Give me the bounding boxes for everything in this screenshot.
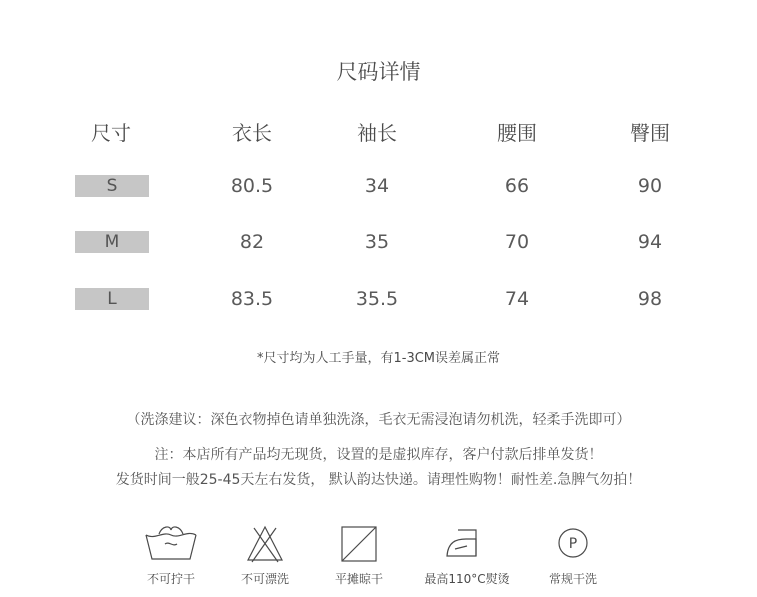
- care-label-no-bleach: 不可漂洗: [240, 572, 289, 586]
- care-no-wring: [126, 524, 216, 587]
- page-title: 尺码详情: [336, 60, 421, 84]
- care-label-dry-flat: 平摊晾干: [334, 572, 383, 586]
- cell-length-l: 83.5: [230, 288, 274, 310]
- cell-sleeve-m: 35: [364, 231, 390, 253]
- cell-waist-m: 70: [504, 231, 530, 253]
- no-bleach-icon: [245, 524, 285, 564]
- care-iron: [422, 524, 512, 587]
- header-hip: 臀围: [630, 121, 670, 145]
- measure-note: *尺寸均为人工手量，有1-3CM误差属正常: [256, 351, 501, 366]
- wash-advice: （洗涤建议：深色衣物掉色请单独洗涤，毛衣无需浸泡请勿机洗，轻柔手洗即可）: [126, 412, 631, 428]
- cell-waist-s: 66: [504, 175, 530, 197]
- cell-hip-l: 98: [637, 288, 663, 310]
- header-size: 尺寸: [91, 121, 131, 145]
- header-waist: 腰围: [497, 121, 537, 145]
- notice-line-2: 发货时间一般25-45天左右发货， 默认韵达快递。请理性购物！耐性差.急脾气勿拍！: [115, 472, 642, 488]
- cell-length-m: 82: [239, 231, 265, 253]
- cell-waist-l: 74: [504, 288, 530, 310]
- header-sleeve: 袖长: [357, 121, 397, 145]
- dry-flat-icon: [339, 524, 379, 564]
- care-label-dry-clean: 常规干洗: [548, 572, 597, 586]
- cell-hip-s: 90: [637, 175, 663, 197]
- cell-sleeve-s: 34: [364, 175, 390, 197]
- iron-icon: [442, 524, 492, 564]
- notice-line-1: 注：本店所有产品均无现货，设置的是虚拟库存，客户付款后排单发货！: [154, 447, 603, 463]
- size-badge-l: L: [75, 288, 149, 310]
- no-wring-icon: [143, 524, 199, 564]
- care-dry-flat: [314, 524, 404, 587]
- cell-sleeve-l: 35.5: [355, 288, 399, 310]
- svg-text:P: P: [568, 536, 578, 552]
- cell-length-s: 80.5: [230, 175, 274, 197]
- cell-hip-m: 94: [637, 231, 663, 253]
- size-badge-s: S: [75, 175, 149, 197]
- care-dry-clean: [528, 524, 618, 587]
- dry-clean-icon: [553, 524, 593, 564]
- size-badge-m: M: [75, 231, 149, 253]
- care-no-bleach: [220, 524, 310, 587]
- care-label-iron: 最高110°C熨烫: [424, 572, 510, 586]
- header-length: 衣长: [232, 121, 272, 145]
- care-label-no-wring: 不可拧干: [146, 572, 195, 586]
